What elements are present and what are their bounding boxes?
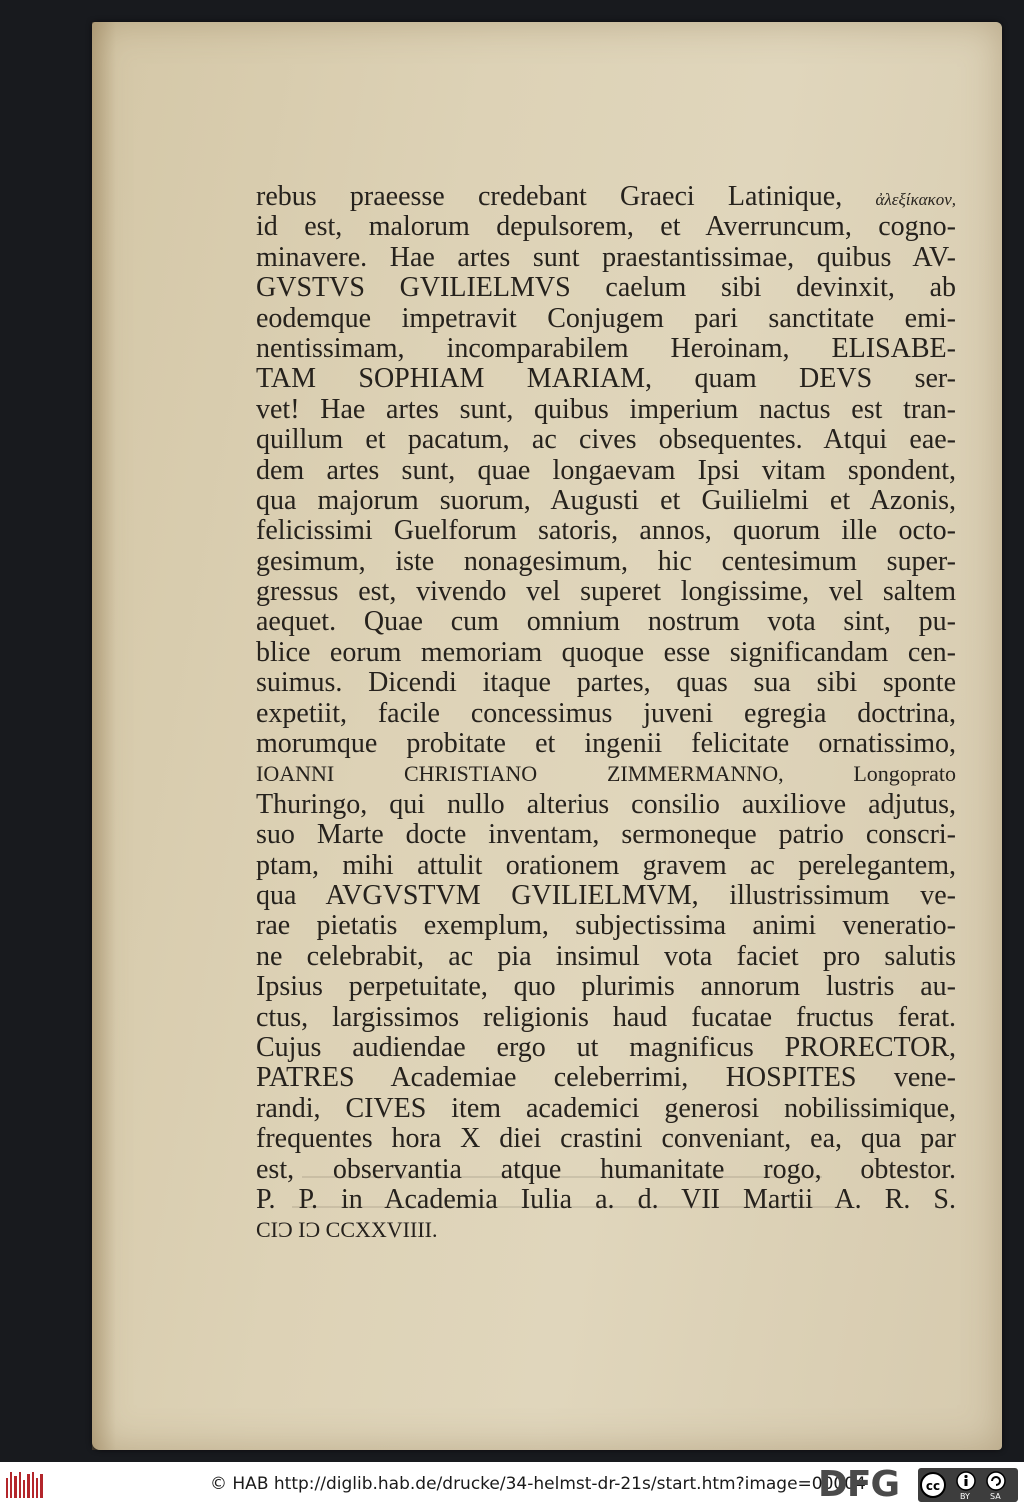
text-line: Cujus audiendae ergo ut magnificus PRORECTOR,	[256, 1032, 956, 1063]
svg-text:cc: cc	[925, 1479, 941, 1493]
text-line: randi, CIVES item academici generosi nobilissimique,	[256, 1093, 956, 1124]
text-line: morumque probitate et ingenii felicitate ornatissimo,	[256, 729, 956, 760]
text-line: qua AVGVSTVM GVILIELMVM, illustrissimum ve-	[256, 880, 956, 911]
text-line: IOANNI CHRISTIANO ZIMMERMANNO, Longoprato	[256, 761, 956, 787]
text-line: Ipsius perpetuitate, quo plurimis annorum lustris au-	[256, 972, 956, 1003]
text-line: aequet. Quae cum omnium nostrum vota sint, pu-	[256, 607, 956, 638]
license-label-by: BY	[960, 1492, 970, 1501]
text-line: felicissimi Guelforum satoris, annos, quorum ille octo-	[256, 516, 956, 547]
text-line: eodemque impetravit Conjugem pari sanctitate emi-	[256, 303, 956, 334]
text-line: TAM SOPHIAM MARIAM, quam DEVS ser-	[256, 364, 956, 395]
text-line: rae pietatis exemplum, subjectissima animi veneratio-	[256, 911, 956, 942]
text-line: minavere. Hae artes sunt praestantissimae, quibus AV-	[256, 242, 956, 273]
cc-license-badge[interactable]	[918, 1468, 1018, 1502]
text-line: suo Marte docte inventam, sermoneque patrio conscri-	[256, 820, 956, 851]
text-line: ptam, mihi attulit orationem gravem ac perelegantem,	[256, 850, 956, 881]
text-line: gressus est, vivendo vel superet longissime, vel saltem	[256, 577, 956, 608]
text-line: nentissimam, incomparabilem Heroinam, ELISABE-	[256, 333, 956, 364]
text-line: rebus praeesse credebant Graeci Latinique, ἀλεξίκακον,	[256, 182, 956, 212]
greek-word: ἀλεξίκακον,	[875, 190, 956, 209]
text-line: est, observantia atque humanitate rogo, obtestor.	[256, 1154, 956, 1185]
document-text	[256, 182, 956, 1246]
text-line: blice eorum memoriam quoque esse significandam cen-	[256, 637, 956, 668]
text-line: GVSTVS GVILIELMVS caelum sibi devinxit, ab	[256, 273, 956, 304]
text-line: dem artes sunt, quae longaevam Ipsi vitam spondent,	[256, 455, 956, 486]
text-line: frequentes hora X diei crastini conveniant, ea, qua par	[256, 1124, 956, 1155]
viewer-footer	[0, 1462, 1024, 1506]
text-line: gesimum, iste nonagesimum, hic centesimum super-	[256, 546, 956, 577]
hab-logo-icon	[6, 1472, 46, 1498]
text-line: qua majorum suorum, Augusti et Guilielmi et Azonis,	[256, 485, 956, 516]
text-line: expetiit, facile concessimus juveni egregia doctrina,	[256, 698, 956, 729]
text-line: ctus, largissimos religionis haud fucatae fructus ferat.	[256, 1002, 956, 1033]
license-label-sa: SA	[990, 1492, 1001, 1501]
text-line: Thuringo, qui nullo alterius consilio auxiliove adjutus,	[256, 789, 956, 820]
text-line: ne celebrabit, ac pia insimul vota faciet pro salutis	[256, 941, 956, 972]
text-line: quillum et pacatum, ac cives obsequentes. Atqui eae-	[256, 425, 956, 456]
text-line: P. P. in Academia Iulia a. d. VII Martii A. R. S.	[256, 1184, 956, 1215]
text-line: suimus. Dicendi itaque partes, quas sua sibi sponte	[256, 668, 956, 699]
dfg-logo: DFG	[818, 1464, 900, 1505]
text-line: CIƆ IƆ CCXXVIIII.	[256, 1217, 438, 1243]
show-through-texture	[262, 1148, 862, 1208]
text-line: PATRES Academiae celeberrimi, HOSPITES vene-	[256, 1063, 956, 1094]
text-line: id est, malorum depulsorem, et Averruncum, cogno-	[256, 212, 956, 243]
permalink[interactable]: © HAB http://diglib.hab.de/drucke/34-helmst-dr-21s/start.htm?image=00004	[210, 1474, 866, 1494]
text-line: vet! Hae artes sunt, quibus imperium nactus est tran-	[256, 394, 956, 425]
